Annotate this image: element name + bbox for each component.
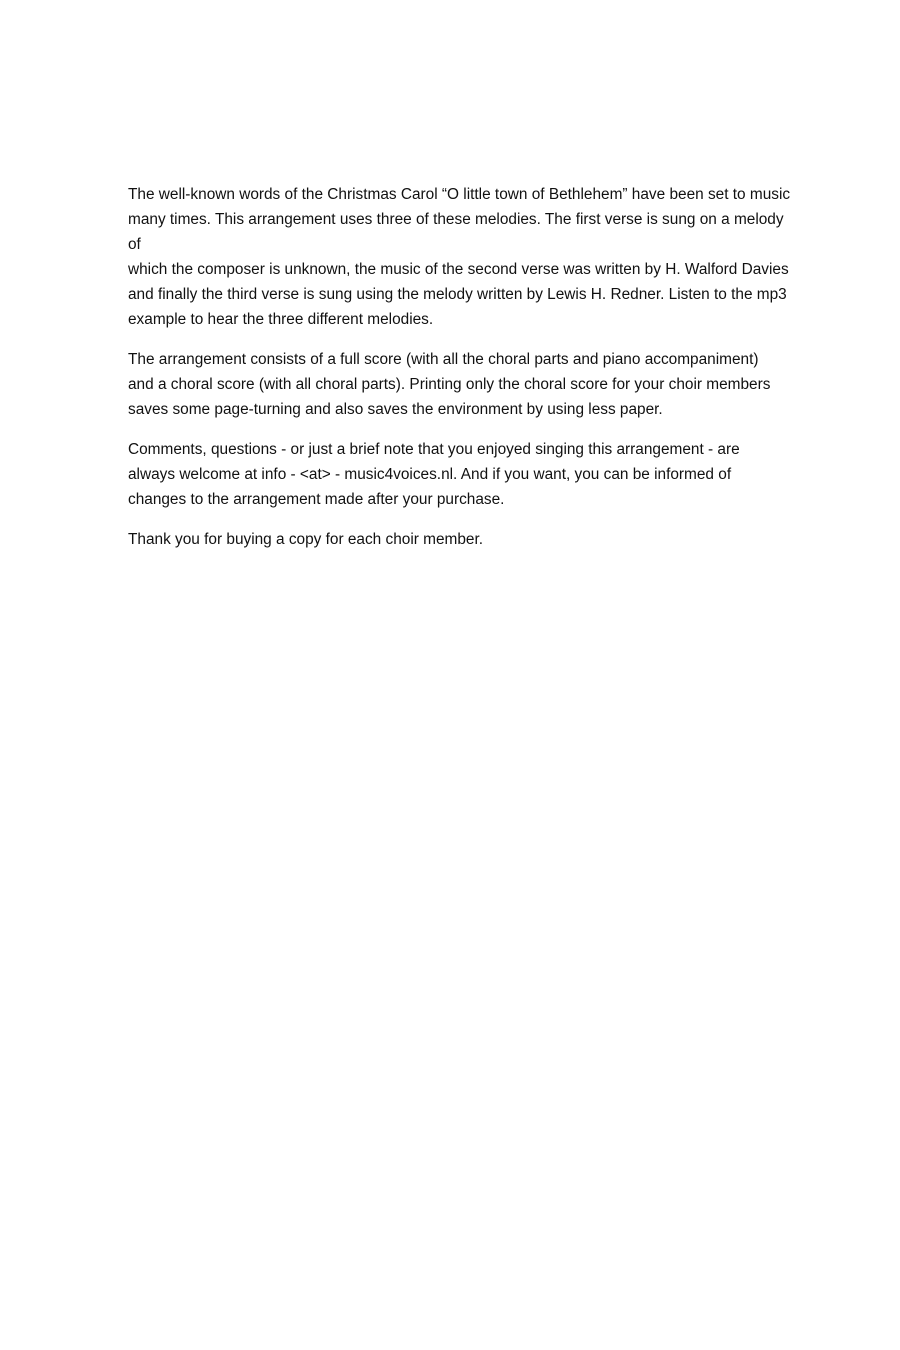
- paragraph-scores: The arrangement consists of a full score (with all the choral parts and piano accompaniment) and a choral score (with all choral parts). Printing only the choral score for your choir members saves some page-turning and also saves the environment by using less paper.: [128, 351, 771, 418]
- document-body: [128, 182, 800, 567]
- paragraph-thanks: Thank you for buying a copy for each choir member.: [128, 531, 484, 548]
- paragraph-intro: The well-known words of the Christmas Carol “O little town of Bethlehem” have been set to music many times. This arrangement uses three of these melodies. The first verse is sung on a melody of which the composer is unknown, the music of the second verse was written by H. Walford Davies and finally the third verse is sung using the melody written by Lewis H. Redner. Listen to the mp3 example to hear the three different melodies.: [128, 186, 791, 328]
- paragraph-contact: Comments, questions - or just a brief note that you enjoyed singing this arrangement - are always welcome at info - <at> - music4voices.nl. And if you want, you can be informed of changes to the arrangement made after your purchase.: [128, 441, 740, 508]
